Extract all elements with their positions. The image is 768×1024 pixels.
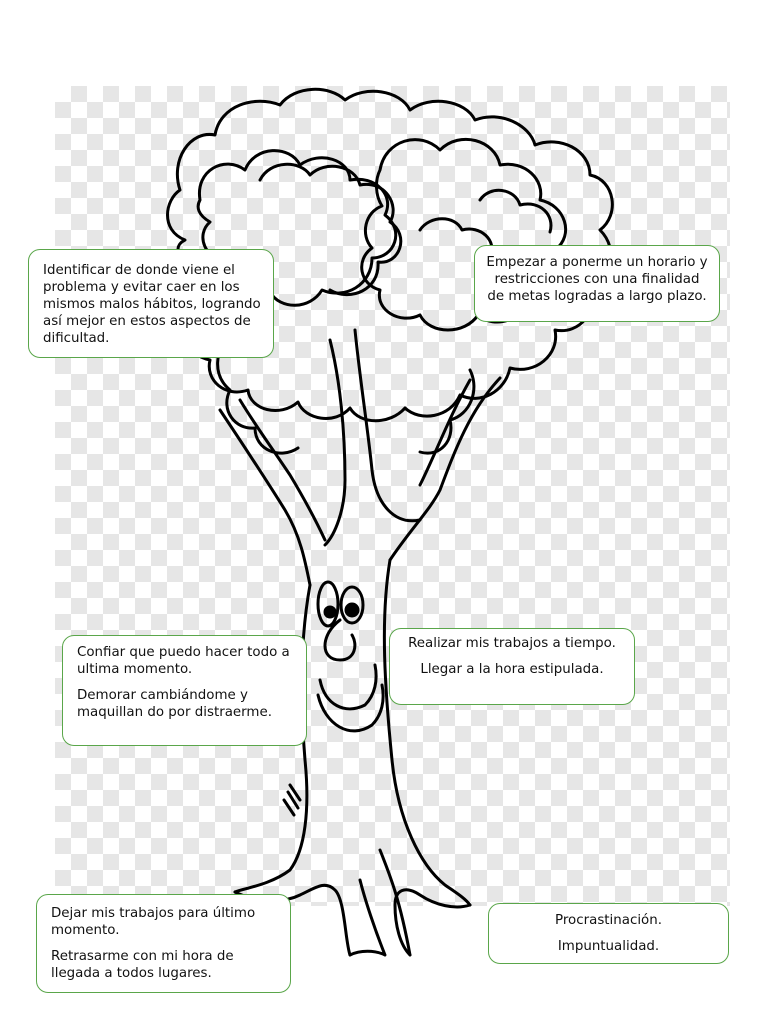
- box-procrastinacion-text-2: Impuntualidad.: [557, 939, 660, 954]
- box-empezar-horario: [474, 245, 720, 322]
- tree-bark-mark: [284, 785, 300, 815]
- box-dejar-trabajos-text-1: Dejar mis trabajos para último momento.: [51, 906, 256, 938]
- tree-face: [318, 582, 383, 731]
- box-empezar-horario-text: Empezar a ponerme un horario y restricciones con una finalidad de metas logradas a largo plazo.: [486, 255, 708, 304]
- tree-center-branch: [325, 340, 345, 545]
- tree-canopy-puff-3: [260, 164, 401, 294]
- box-identificar-text: Identificar de donde viene el problema y evitar caer en los mismos malos hábitos, logrando así mejor en estos aspectos de dificultad.: [43, 263, 261, 346]
- box-realizar-text-1: Realizar mis trabajos a tiempo.: [408, 636, 616, 651]
- tree-eye-left: [318, 582, 338, 626]
- tree-trunk-right: [384, 560, 470, 905]
- box-realizar: [389, 628, 635, 705]
- box-confiar-text-2: Demorar cambiándome y maquillan do por distraerme.: [77, 688, 272, 720]
- box-procrastinacion: [488, 903, 729, 964]
- box-procrastinacion-text-1: Procrastinación.: [555, 913, 662, 928]
- tree-root-center: [350, 880, 385, 955]
- tree-left-branch-inner: [240, 400, 325, 540]
- tree-smile: [320, 665, 376, 709]
- box-realizar-text-2: Llegar a la hora estipulada.: [420, 662, 604, 677]
- tree-root-right: [395, 890, 470, 955]
- tree-center-branch-inner: [355, 330, 420, 521]
- tree-right-branch: [390, 378, 500, 560]
- box-confiar-text-1: Confiar que puedo hacer todo a ultima momento.: [77, 645, 290, 677]
- box-identificar: [28, 249, 274, 358]
- box-confiar: [62, 635, 307, 746]
- box-dejar-trabajos: [36, 894, 291, 993]
- box-dejar-trabajos-text-2: Retrasarme con mi hora de llegada a todos lugares.: [51, 949, 234, 981]
